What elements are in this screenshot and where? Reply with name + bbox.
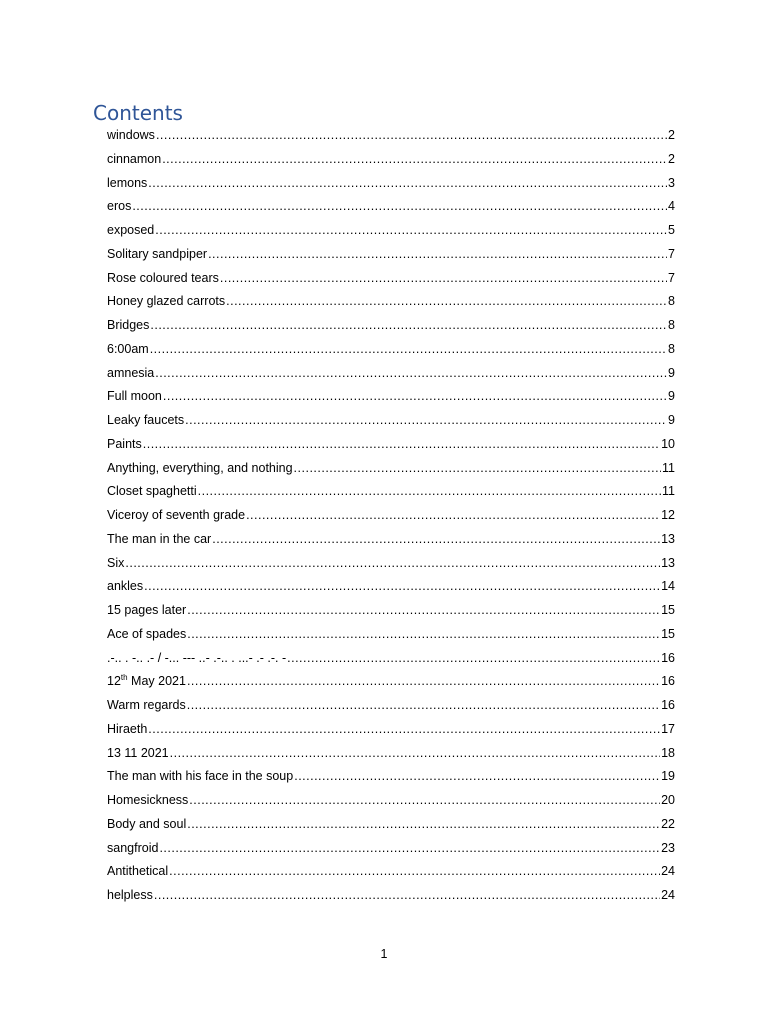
toc-dot-leader — [187, 813, 660, 837]
toc-entry-page-number[interactable]: 13 — [661, 555, 675, 570]
toc-entry[interactable] — [107, 433, 675, 457]
toc-entry-page-number[interactable]: 16 — [661, 650, 675, 665]
toc-entry-title[interactable]: Antithetical — [107, 864, 169, 879]
toc-dot-leader — [143, 433, 660, 457]
toc-entry[interactable] — [107, 338, 675, 362]
toc-entry-page-number[interactable]: 8 — [668, 294, 675, 309]
toc-entry[interactable] — [107, 124, 675, 148]
toc-dot-leader — [159, 837, 660, 861]
toc-entry-page-number[interactable]: 10 — [661, 436, 675, 451]
toc-entry-title-rest: May 2021 — [127, 674, 186, 689]
toc-dot-leader — [150, 338, 667, 362]
toc-entry-page-number[interactable]: 2 — [668, 128, 675, 142]
toc-entry-page-number[interactable]: 11 — [662, 460, 675, 475]
toc-entry-title[interactable]: eros — [107, 199, 132, 214]
toc-dot-leader — [294, 765, 660, 789]
toc-dot-leader — [170, 742, 660, 766]
toc-list — [107, 124, 675, 908]
toc-entry[interactable] — [107, 528, 675, 552]
toc-entry-title[interactable]: Viceroy of seventh grade — [107, 508, 246, 522]
toc-entry-page-number[interactable]: 7 — [668, 270, 675, 285]
toc-entry-page-number[interactable]: 2 — [668, 151, 675, 166]
toc-entry-page-number[interactable]: 8 — [668, 341, 675, 356]
toc-dot-leader — [150, 314, 667, 338]
toc-entry-page-number[interactable]: 16 — [661, 698, 675, 712]
toc-entry[interactable] — [107, 884, 675, 908]
toc-entry-page-number[interactable]: 17 — [661, 721, 675, 736]
toc-entry-page-number[interactable]: 16 — [661, 674, 675, 689]
toc-dot-leader — [187, 599, 660, 623]
toc-entry[interactable] — [107, 243, 675, 267]
toc-entry-title[interactable]: lemons — [107, 175, 148, 190]
toc-entry-page-number[interactable]: 19 — [661, 769, 675, 784]
toc-entry-page-number[interactable]: 7 — [668, 246, 675, 261]
toc-entry[interactable] — [107, 172, 675, 196]
toc-entry-page-number[interactable]: 8 — [668, 318, 675, 332]
toc-dot-leader — [156, 124, 667, 148]
toc-entry-title[interactable]: .-.. . -.. .- / -... --- ..- .-.. . ...- .- .-. - — [107, 650, 287, 665]
toc-entry[interactable] — [107, 647, 675, 671]
toc-entry-title[interactable]: sangfroid — [107, 840, 159, 855]
toc-dot-leader — [125, 552, 660, 576]
toc-dot-leader — [187, 670, 660, 694]
toc-entry-title[interactable]: Closet spaghetti — [107, 484, 197, 499]
toc-entry[interactable] — [107, 457, 675, 481]
toc-entry[interactable] — [107, 813, 675, 837]
toc-dot-leader — [169, 860, 660, 884]
toc-entry-page-number[interactable]: 4 — [668, 199, 675, 214]
toc-dot-leader — [294, 457, 661, 481]
toc-entry-page-number[interactable]: 15 — [661, 626, 675, 641]
toc-entry-title[interactable]: exposed — [107, 223, 155, 237]
toc-dot-leader — [220, 267, 667, 291]
toc-entry-page-number[interactable]: 5 — [668, 223, 675, 237]
toc-dot-leader — [155, 362, 667, 386]
toc-dot-leader — [162, 148, 667, 172]
toc-dot-leader — [212, 528, 660, 552]
toc-entry-title[interactable]: Homesickness — [107, 793, 189, 807]
toc-dot-leader — [185, 409, 667, 433]
toc-entry-title[interactable]: Body and soul — [107, 816, 187, 831]
toc-dot-leader — [148, 718, 660, 742]
toc-entry-page-number[interactable]: 9 — [668, 389, 675, 404]
toc-entry-title[interactable]: 15 pages later — [107, 603, 187, 617]
toc-entry-title[interactable]: 6:00am — [107, 341, 149, 356]
toc-entry[interactable] — [107, 575, 675, 599]
toc-entry-title[interactable]: The man with his face in the soup — [107, 769, 294, 784]
toc-entry[interactable] — [107, 599, 675, 623]
toc-entry[interactable] — [107, 765, 675, 789]
toc-dot-leader — [246, 504, 660, 528]
toc-entry-title[interactable]: Solitary sandpiper — [107, 246, 208, 261]
toc-dot-leader — [189, 789, 660, 813]
toc-entry-title[interactable]: cinnamon — [107, 151, 162, 166]
toc-heading: Contents — [93, 101, 183, 125]
toc-entry-page-number[interactable]: 24 — [661, 888, 675, 902]
toc-entry[interactable] — [107, 409, 675, 433]
toc-entry-title[interactable]: The man in the car — [107, 531, 212, 546]
toc-entry-page-number[interactable]: 23 — [661, 840, 675, 855]
toc-entry-page-number[interactable]: 24 — [661, 864, 675, 879]
toc-entry[interactable] — [107, 148, 675, 172]
toc-dot-leader — [144, 575, 660, 599]
toc-entry[interactable] — [107, 480, 675, 504]
toc-entry[interactable] — [107, 314, 675, 338]
toc-entry-title[interactable]: windows — [107, 128, 155, 142]
toc-entry-page-number[interactable]: 11 — [662, 484, 675, 499]
toc-entry[interactable] — [107, 789, 675, 813]
toc-entry-title[interactable]: amnesia — [107, 365, 155, 380]
toc-entry-title[interactable]: Rose coloured tears — [107, 270, 219, 285]
toc-dot-leader — [132, 195, 667, 219]
toc-entry-title[interactable]: Paints — [107, 436, 142, 451]
toc-entry[interactable] — [107, 362, 675, 386]
toc-entry-page-number[interactable]: 14 — [661, 579, 675, 594]
toc-entry[interactable] — [107, 290, 675, 314]
toc-dot-leader — [148, 172, 667, 196]
toc-entry-title[interactable]: Bridges — [107, 318, 150, 332]
toc-entry[interactable] — [107, 623, 675, 647]
toc-entry-page-number[interactable]: 18 — [661, 745, 675, 760]
toc-entry[interactable] — [107, 860, 675, 884]
toc-entry-title[interactable]: Leaky faucets — [107, 413, 185, 427]
toc-entry[interactable] — [107, 195, 675, 219]
toc-entry-title-main: 12 — [107, 674, 121, 689]
page-number: 1 — [380, 947, 388, 961]
toc-dot-leader — [154, 884, 660, 908]
toc-entry-page-number[interactable]: 22 — [661, 816, 675, 831]
toc-dot-leader — [226, 290, 667, 314]
toc-entry-title[interactable]: Honey glazed carrots — [107, 294, 226, 309]
toc-dot-leader — [187, 694, 660, 718]
toc-entry[interactable] — [107, 385, 675, 409]
toc-entry-title[interactable]: 13 11 2021 — [107, 745, 169, 760]
toc-entry[interactable] — [107, 552, 675, 576]
toc-entry[interactable] — [107, 670, 675, 694]
toc-dot-leader — [198, 480, 661, 504]
toc-entry-page-number[interactable]: 12 — [661, 508, 675, 522]
toc-entry-title[interactable]: Warm regards — [107, 698, 186, 712]
toc-entry-page-number[interactable]: 13 — [661, 531, 675, 546]
toc-entry-title[interactable]: Six — [107, 555, 125, 570]
toc-entry[interactable] — [107, 837, 675, 861]
toc-entry-title[interactable]: ankles — [107, 579, 144, 594]
toc-entry-title[interactable]: Ace of spades — [107, 626, 187, 641]
toc-entry-title[interactable]: Full moon — [107, 389, 162, 404]
toc-entry-page-number[interactable]: 9 — [668, 413, 675, 427]
toc-entry-title[interactable]: helpless — [107, 888, 153, 902]
toc-entry-page-number[interactable]: 9 — [668, 365, 675, 380]
toc-entry-page-number[interactable]: 3 — [668, 175, 675, 190]
toc-entry-title[interactable]: Hiraeth — [107, 721, 148, 736]
toc-entry[interactable] — [107, 504, 675, 528]
toc-entry[interactable] — [107, 694, 675, 718]
toc-entry[interactable] — [107, 718, 675, 742]
toc-entry-title[interactable] — [107, 670, 186, 694]
toc-dot-leader — [187, 623, 660, 647]
toc-entry[interactable] — [107, 267, 675, 291]
toc-dot-leader — [208, 243, 667, 267]
toc-entry[interactable] — [107, 742, 675, 766]
toc-entry-title[interactable]: Anything, everything, and nothing — [107, 460, 293, 475]
toc-entry-page-number[interactable]: 15 — [661, 603, 675, 617]
toc-entry[interactable] — [107, 219, 675, 243]
toc-dot-leader — [163, 385, 667, 409]
toc-entry-title-superscript: th — [120, 673, 128, 683]
toc-dot-leader — [287, 647, 660, 671]
toc-entry-page-number[interactable]: 20 — [661, 793, 675, 807]
toc-dot-leader — [155, 219, 667, 243]
